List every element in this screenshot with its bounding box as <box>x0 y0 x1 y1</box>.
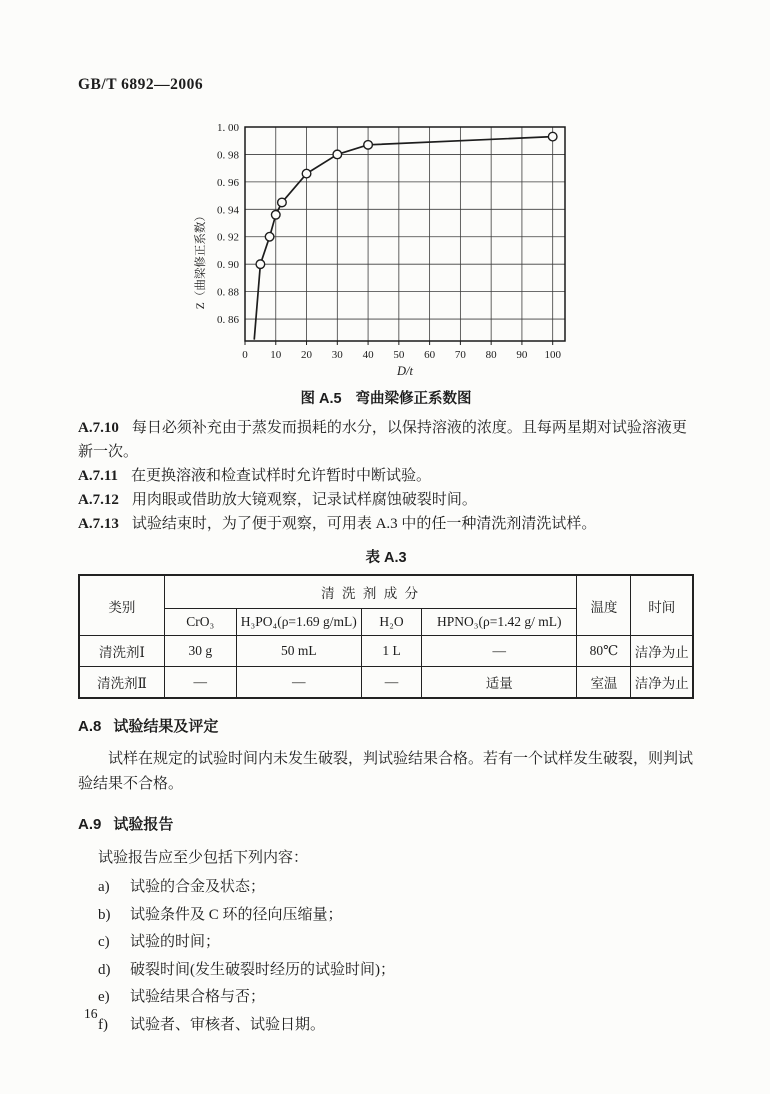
data-point <box>271 210 280 219</box>
figure-caption <box>78 387 694 408</box>
item-label: d) <box>98 961 111 978</box>
item-text: 试验的合金及状态； <box>130 879 266 895</box>
col-header-h3po4: H₃PO₄(ρ=1.69 g/mL) <box>236 609 361 636</box>
x-tick-label: 10 <box>270 349 282 361</box>
figure-caption-label: 图 A.5 <box>300 391 342 407</box>
cell-h3po4: 50 mL <box>236 636 361 667</box>
data-point <box>333 150 342 159</box>
cell-hpno3: — <box>422 636 577 667</box>
data-point <box>265 232 274 241</box>
page-number: 16 <box>84 1006 98 1021</box>
y-tick-label: 1. 00 <box>217 122 239 134</box>
item-label: e) <box>98 989 110 1005</box>
x-tick-label: 40 <box>362 349 374 361</box>
x-tick-label: 20 <box>301 349 313 361</box>
x-tick-label: 70 <box>454 349 466 361</box>
data-point <box>364 141 373 150</box>
item-label: a) <box>98 879 110 895</box>
data-point <box>548 132 557 141</box>
data-point <box>302 169 311 178</box>
cell-h3po4: — <box>236 667 361 699</box>
cell-hpno3: 适量 <box>422 667 577 699</box>
clause-text: 在更换溶液和检查试样时允许暂时中断试验。 <box>131 468 432 484</box>
x-tick-label: 30 <box>331 349 343 361</box>
section-a9-heading <box>78 813 694 834</box>
col-header-cro3: CrO₃ <box>164 609 236 636</box>
section-number: A.8 <box>78 718 102 735</box>
section-title: 试验报告 <box>113 816 174 833</box>
x-tick-label: 100 <box>544 349 561 361</box>
x-tick-label: 90 <box>516 349 528 361</box>
item-text: 试验的时间； <box>130 934 221 950</box>
clause-number: A.7.12 <box>78 492 119 508</box>
report-item <box>98 874 694 902</box>
figure-a5-chart <box>190 118 582 380</box>
clause-list <box>78 416 694 536</box>
y-tick-label: 0. 88 <box>217 286 239 299</box>
y-tick-label: 0. 86 <box>217 314 239 327</box>
data-point <box>278 198 287 207</box>
cell-category: 清洗剂Ⅰ <box>79 636 164 667</box>
data-line <box>254 137 552 340</box>
table-a3-title: 表 A.3 <box>365 550 407 566</box>
section-a9-intro: 试验报告应至少包括下列内容： <box>98 850 309 866</box>
clause-a7-13 <box>78 512 694 536</box>
report-item <box>98 957 694 985</box>
page-content <box>78 76 694 1039</box>
clause-a7-10 <box>78 416 694 464</box>
table-header-row-1 <box>79 575 693 609</box>
section-title: 试验结果及评定 <box>113 718 219 735</box>
y-tick-label: 0. 92 <box>217 231 239 244</box>
y-tick-label: 0. 96 <box>217 176 239 189</box>
item-label: f) <box>98 1016 108 1033</box>
y-tick-label: 0. 98 <box>217 149 239 162</box>
section-number: A.9 <box>78 816 102 833</box>
y-axis-title: Z（曲梁修正系数） <box>195 210 207 310</box>
x-tick-label: 60 <box>424 349 436 361</box>
figure-caption-text: 弯曲梁修正系数图 <box>355 391 472 407</box>
cell-time: 洁净为止 <box>631 636 693 667</box>
clause-a7-12 <box>78 488 694 512</box>
clause-text: 每日必须补充由于蒸发而损耗的水分，以保持溶液的浓度。且每两星期对试验溶液更新一次。 <box>78 420 687 460</box>
section-a8-paragraph: 试样在规定的试验时间内未发生破裂，判试验结果合格。若有一个试样发生破裂，则判试验结果不合格。 <box>78 751 694 792</box>
cell-cro3: 30 g <box>164 636 236 667</box>
report-item <box>98 984 694 1012</box>
report-item-list <box>78 874 694 1039</box>
cell-h2o: — <box>361 667 421 699</box>
cell-temperature: 80℃ <box>577 636 631 667</box>
item-text: 试验结果合格与否； <box>130 989 266 1005</box>
clause-number: A.7.11 <box>78 468 119 484</box>
table-a3 <box>78 574 694 699</box>
report-item <box>98 902 694 930</box>
cell-cro3: — <box>164 667 236 699</box>
item-text: 试验者、审核者、试验日期。 <box>130 1016 326 1033</box>
clause-text: 用肉眼或借助放大镜观察，记录试样腐蚀破裂时间。 <box>131 492 477 508</box>
col-header-composition: 清 洗 剂 成 分 <box>164 575 577 609</box>
cell-temperature: 室温 <box>577 667 631 699</box>
report-item <box>98 929 694 957</box>
table-row <box>79 667 693 699</box>
col-header-hpno3: HPNO₃(ρ=1.42 g/ mL) <box>422 609 577 636</box>
clause-a7-11 <box>78 464 694 488</box>
col-header-h2o: H₂O <box>361 609 421 636</box>
figure-a5 <box>190 118 582 385</box>
y-tick-label: 0. 90 <box>217 259 239 272</box>
col-header-time: 时间 <box>631 575 693 636</box>
cell-h2o: 1 L <box>361 636 421 667</box>
section-a8-heading <box>78 715 694 736</box>
item-label: b) <box>98 906 111 923</box>
cell-category: 清洗剂Ⅱ <box>79 667 164 699</box>
col-header-category: 类别 <box>79 575 164 636</box>
table-row <box>79 636 693 667</box>
x-tick-label: 0 <box>242 349 248 361</box>
x-tick-label: 50 <box>393 349 405 361</box>
data-point <box>256 260 265 269</box>
clause-number: A.7.10 <box>78 420 119 436</box>
item-label: c) <box>98 934 110 950</box>
x-axis-title: D/t <box>397 364 413 378</box>
y-tick-label: 0. 94 <box>217 204 239 217</box>
clause-number: A.7.13 <box>78 516 119 532</box>
col-header-temperature: 温度 <box>577 575 631 636</box>
report-item <box>98 1012 694 1040</box>
plot-border <box>245 127 565 341</box>
x-tick-label: 80 <box>485 349 497 361</box>
standard-number: GB/T 6892—2006 <box>78 76 204 93</box>
cell-time: 洁净为止 <box>631 667 693 699</box>
item-text: 试验条件及 C 环的径向压缩量； <box>130 906 343 923</box>
item-text: 破裂时间(发生破裂时经历的试验时间)； <box>130 961 395 978</box>
clause-text: 试验结束时，为了便于观察，可用表 A.3 中的任一种清洗剂清洗试样。 <box>131 516 597 532</box>
